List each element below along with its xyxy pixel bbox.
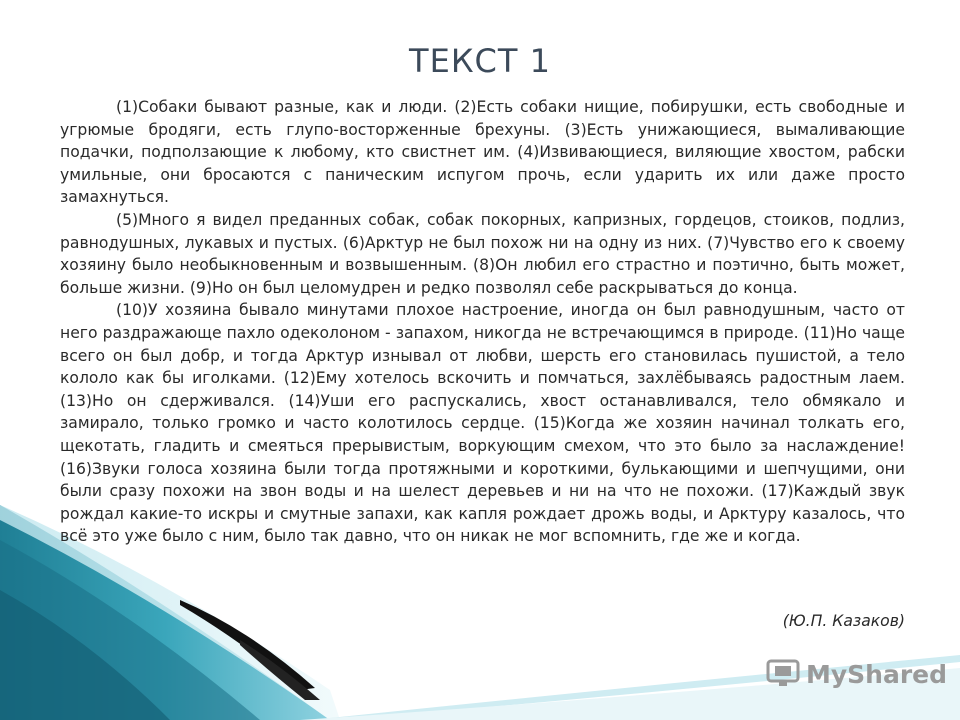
paragraph-3: (10)У хозяина бывало минутами плохое настроение, иногда он был равнодушным, часто от него раздражающе пахло одеколоном - запахом, никогда не встречающимся в природе. (11)Но чаще всего он был добр, и тогда Арктур изнывал от любви, шерсть его становилась пушистой, а тело кололо как бы иголками. (12)Ему хотелось вскочить и помчаться, захлёбываясь радостным лаем. (13)Но он сдерживался. (14)Уши его распускались, хвост останавливался, тело обмякало и замирало, только громко и часто колотилось сердце. (15)Когда же хозяин начинал толкать его, щекотать, гладить и смеяться прерывистым, воркующим смехом, что это было за наслаждение! (16)Звуки голоса хозяина были тогда протяжными и короткими, булькающими и шепчущими, они были сразу похожи на звон воды и на шелест деревьев и ни на что не похожи. (17)Каждый звук рождал какие-то искры и смутные запахи, как капля рождает дрожь воды, и Арктуру казалось, что всё это уже было с ним, было так давно, что он никак не мог вспомнить, где же и когда. xyxy=(60,301,905,546)
text-body xyxy=(60,96,905,548)
paragraph-2: (5)Много я видел преданных собак, собак покорных, капризных, гордецов, стоиков, подлиз, равнодушных, лукавых и пустых. (6)Арктур не был похож ни на одну из них. (7)Чувство его к своему хозяину было необыкновенным и возвышенным. (8)Он любил его страстно и поэтично, быть может, больше жизни. (9)Но он был целомудрен и редко позволял себе раскрываться до конца. xyxy=(60,210,905,297)
myshared-logo xyxy=(766,655,947,693)
paragraph-1: (1)Собаки бывают разные, как и люди. (2)Есть собаки нищие, побирушки, есть свободные и угрюмые бродяги, есть глупо-восторженные брехуны. (3)Есть унижающиеся, вымаливающие подачки, подползающие к любому, кто свистнет им. (4)Извивающиеся, виляющие хвостом, рабски умильные, они бросаются с паническим испугом прочь, если ударить их или даже просто замахнуться. xyxy=(60,98,905,207)
logo-text: MyShared xyxy=(806,659,948,689)
author-attribution: (Ю.П. Казаков) xyxy=(782,612,905,630)
monitor-icon xyxy=(766,659,800,689)
slide-title: ТЕКСТ 1 xyxy=(409,42,551,80)
